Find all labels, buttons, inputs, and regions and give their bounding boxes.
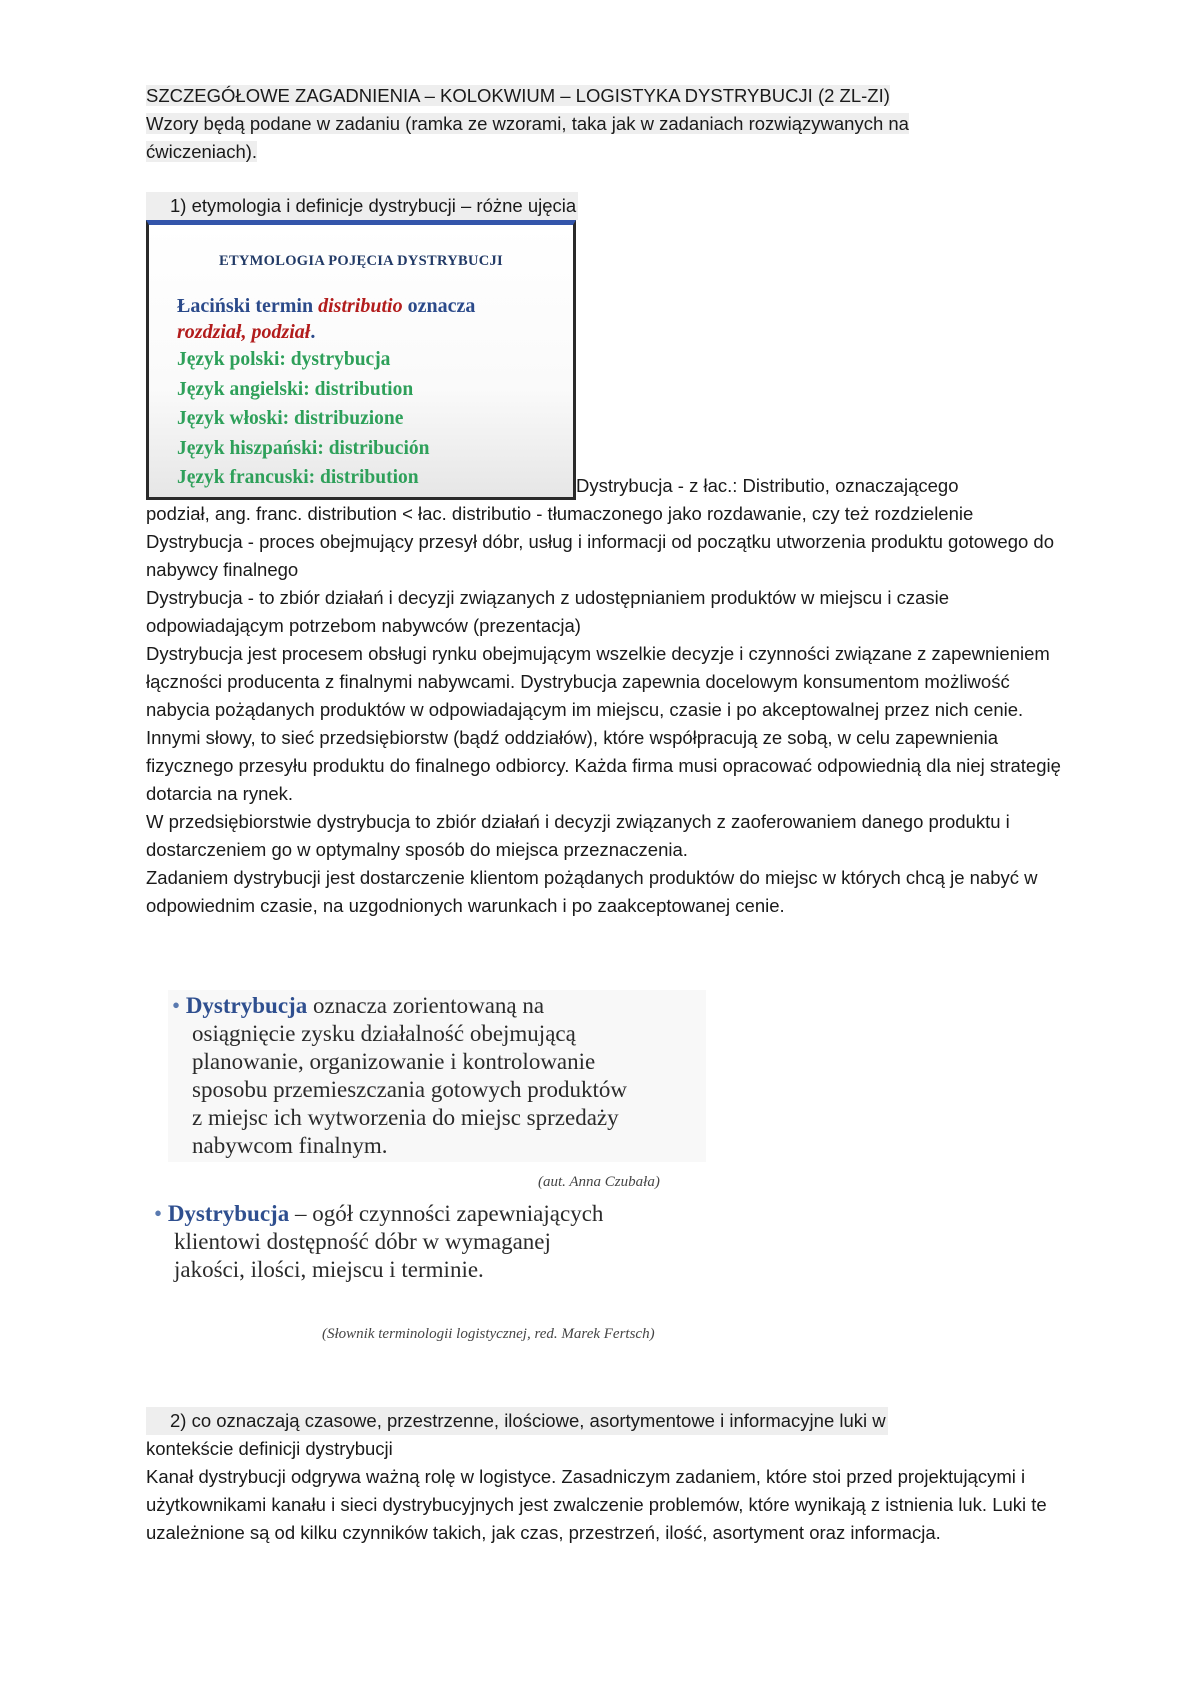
definition-fertsch: • Dystrybucja – ogół czynności zapewniających klientowi dostępność dóbr w wymaganej jakości, ilości, miejscu i terminie.: [154, 1201, 604, 1282]
etymology-slide: [146, 220, 576, 500]
section2-paragraph: Kanał dystrybucji odgrywa ważną rolę w logistyce. Zasadniczym zadaniem, które stoi przed projektującymi i użytkownikami kanału i sieci dystrybucyjnych jest zwalczenie problemów, które wynikają z istnienia luk. Luki te uzależnione są od kilku czynników takich, jak czas, przestrzeń, ilość, asortyment oraz informacja.: [146, 1466, 1047, 1543]
slide-lang-en: Język angielski: distribution: [177, 378, 414, 400]
definitions-image: [146, 990, 706, 1350]
section1-heading: 1) etymologia i definicje dystrybucji – różne ujęcia: [146, 192, 1066, 220]
etymology-block: [146, 220, 1066, 528]
definition-czubala: • Dystrybucja oznacza zorientowaną na osiągnięcie zysku działalność obejmującą planowanie, organizowanie i kontrolowanie sposobu przemieszczania gotowych produktów z miejsc ich wytworzenia do miejsc sprzedaży nabywcom finalnym.: [168, 990, 706, 1162]
definition-paragraph-1: Dystrybucja - proces obejmujący przesył dóbr, usług i informacji od początku utworzenia produktu gotowego do nabywcy finalnego: [146, 531, 1054, 580]
slide-lang-it: Język włoski: distribuzione: [177, 408, 404, 429]
formula-note: Wzory będą podane w zadaniu (ramka ze wzorami, taka jak w zadaniach rozwiązywanych na ćwiczeniach).: [146, 113, 909, 162]
section2-content: [146, 1407, 1066, 1547]
slide-latin-line: Łaciński termin distributio oznacza: [177, 295, 476, 317]
slide-lang-es: Język hiszpański: distribución: [177, 437, 430, 459]
slide-title: ETYMOLOGIA POJĘCIA DYSTRYBUCJI: [218, 253, 504, 269]
document-title: SZCZEGÓŁOWE ZAGADNIENIA – KOLOKWIUM – LOGISTYKA DYSTRYBUCJI (2 ZL-ZI): [146, 85, 890, 106]
slide-lang-pl: Język polski: dystrybucja: [177, 349, 391, 370]
definition-fertsch-source: (Słownik terminologii logistycznej, red. Marek Fertsch): [322, 1326, 655, 1342]
definition-paragraph-2: Dystrybucja - to zbiór działań i decyzji związanych z udostępnianiem produktów w miejscu i czasie odpowiadającym potrzebom nabywców (prezentacja): [146, 587, 950, 636]
slide-lang-fr: Język francuski: distribution: [177, 467, 419, 488]
etymology-caption-rest: podział, ang. franc. distribution < łac. distributio - tłumaczonego jako rozdawanie, czy też rozdzielenie: [146, 503, 974, 524]
definition-paragraph-3: Dystrybucja jest procesem obsługi rynku obejmującym wszelkie decyzje i czynności związane z zapewnieniem łączności producenta z finalnymi nabywcami. Dystrybucja zapewnia docelowym konsumentom możliwość nabycia pożądanych produktów w odpowiadającym im miejscu, czasie i po akceptowalnej przez nich cenie. Innymi słowy, to sieć przedsiębiorstw (bądź oddziałów), które współpracują ze sobą, w celu zapewnienia fizycznego przesyłu produktu do finalnego odbiorcy. Każda firma musi opracować odpowiednią dla niej strategię dotarcia na rynek.: [146, 643, 1061, 804]
definition-paragraph-5: Zadaniem dystrybucji jest dostarczenie klientom pożądanych produktów do miejsc w których chcą je nabyć w odpowiednim czasie, na uzgodnionych warunkach i po zaakceptowanej cenie.: [146, 867, 1038, 916]
definition-czubala-source: (aut. Anna Czubała): [538, 1174, 660, 1190]
section1-content: [146, 82, 1066, 920]
slide-latin-meaning: rozdział, podział.: [177, 321, 316, 343]
definition-paragraph-4: W przedsiębiorstwie dystrybucja to zbiór działań i decyzji związanych z zaoferowaniem danego produktu i dostarczeniem go w optymalny sposób do miejsca przeznaczenia.: [146, 811, 1010, 860]
section2-heading: 2) co oznaczają czasowe, przestrzenne, ilościowe, asortymentowe i informacyjne luki w kontekście definicji dystrybucji: [146, 1407, 1066, 1463]
etymology-caption: Dystrybucja - z łac.: Distributio, oznaczającego: [576, 475, 959, 496]
